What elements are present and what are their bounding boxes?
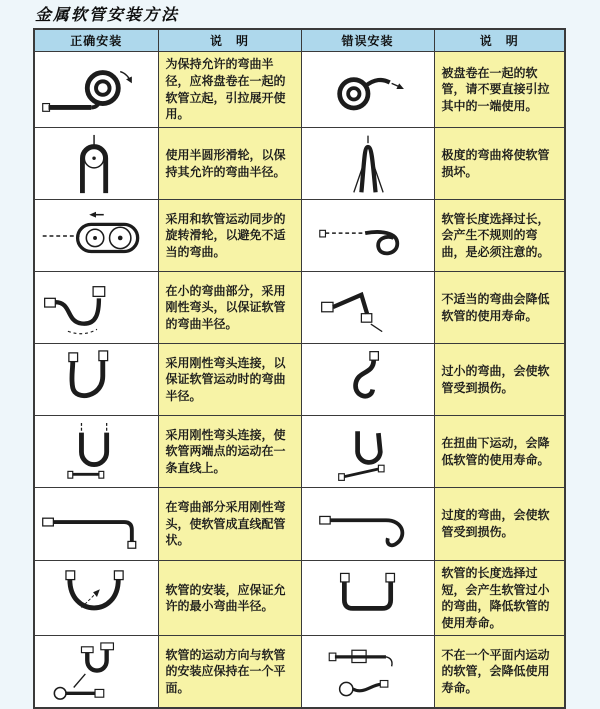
correct-description: 采用刚性弯头连接，使软管两端点的运动在一条直线上。 [158,416,301,488]
illustration-cell [301,416,434,488]
column-header-wrong-description: 说 明 [434,29,565,52]
column-header-correct-description: 说 明 [158,29,301,52]
out-of-plane-motion-hose-icon [316,641,420,703]
wrong-description: 软管长度选择过长，会产生不规则的弯曲，是必须注意的。 [434,200,565,272]
single-plane-motion-hose-icon [38,641,154,703]
correct-description: 为保持允许的弯曲半径，应将盘卷在一起的软管立起，引拉展开使用。 [158,52,301,128]
table-row [34,636,565,709]
illustration-cell [301,128,434,200]
illustration-cell [34,416,158,488]
table-row [34,272,565,344]
illustration-cell [34,272,158,344]
page-title: 金属软管安装方法 [35,7,180,24]
extreme-bend-hose-icon [316,133,420,195]
illustration-cell [301,200,434,272]
table-row [34,128,565,200]
illustration-cell [34,128,158,200]
wrong-description: 不在一个平面内运动的软管，会降低使用寿命。 [434,636,565,709]
straight-pipe-rigid-elbow-icon [38,493,154,555]
illustration-cell [34,636,158,709]
improper-sharp-bend-icon [316,277,420,339]
coiled-hose-end-pulled-icon [316,59,420,121]
rigid-elbow-connection-u-icon [38,349,154,411]
illustration-cell [301,272,434,344]
wrong-description: 软管的长度选择过短，会产生软管过小的弯曲，降低软管的使用寿命。 [434,561,565,636]
too-small-bend-hook-icon [316,349,420,411]
header-row [34,29,565,52]
wrong-description: 不适当的弯曲会降低软管的使用寿命。 [434,272,565,344]
illustration-cell [34,52,158,128]
illustration-cell [34,200,158,272]
u-hose-twisted-motion-icon [316,421,420,483]
synchronized-rotating-pulleys-icon [38,205,154,267]
illustration-cell [301,636,434,709]
correct-description: 使用半圆形滑轮，以保持其允许的弯曲半径。 [158,128,301,200]
correct-description: 软管的运动方向与软管的安装应保持在一个平面。 [158,636,301,709]
coiled-hose-upright-icon [38,59,154,121]
illustration-cell [34,344,158,416]
illustration-cell [301,488,434,561]
table-row [34,344,565,416]
illustration-cell [34,561,158,636]
min-bend-radius-u-icon [38,567,154,629]
rigid-elbow-small-bend-icon [38,277,154,339]
table-row [34,488,565,561]
hose-installation-table [33,28,566,709]
table-row [34,200,565,272]
illustration-cell [301,561,434,636]
column-header-wrong-install: 错误安装 [301,29,434,52]
wrong-description: 在扭曲下运动，会降低软管的使用寿命。 [434,416,565,488]
correct-description: 在小的弯曲部分，采用刚性弯头，以保证软管的弯曲半径。 [158,272,301,344]
illustration-cell [301,52,434,128]
hose-on-semicircular-pulley-icon [38,133,154,195]
wrong-description: 极度的弯曲将使软管损坏。 [434,128,565,200]
illustration-cell [34,488,158,561]
wrong-description: 过小的弯曲，会使软管受到损伤。 [434,344,565,416]
table-row [34,52,565,128]
excessive-bend-elbow-icon [316,493,420,555]
correct-description: 采用和软管运动同步的旋转滑轮，以避免不适当的弯曲。 [158,200,301,272]
correct-description: 采用刚性弯头连接，以保证软管运动时的弯曲半径。 [158,344,301,416]
wrong-description: 过度的弯曲，会使软管受到损伤。 [434,488,565,561]
column-header-correct-install: 正确安装 [34,29,158,52]
table-row [34,416,565,488]
wrong-description: 被盘卷在一起的软管，请不要直接引拉其中的一端使用。 [434,52,565,128]
table-row [34,561,565,636]
u-hose-inline-motion-icon [38,421,154,483]
too-short-square-u-icon [316,567,420,629]
correct-description: 在弯曲部分采用刚性弯头，使软管成直线配管状。 [158,488,301,561]
overlong-hose-loop-icon [316,205,420,267]
correct-description: 软管的安装，应保证允许的最小弯曲半径。 [158,561,301,636]
illustration-cell [301,344,434,416]
